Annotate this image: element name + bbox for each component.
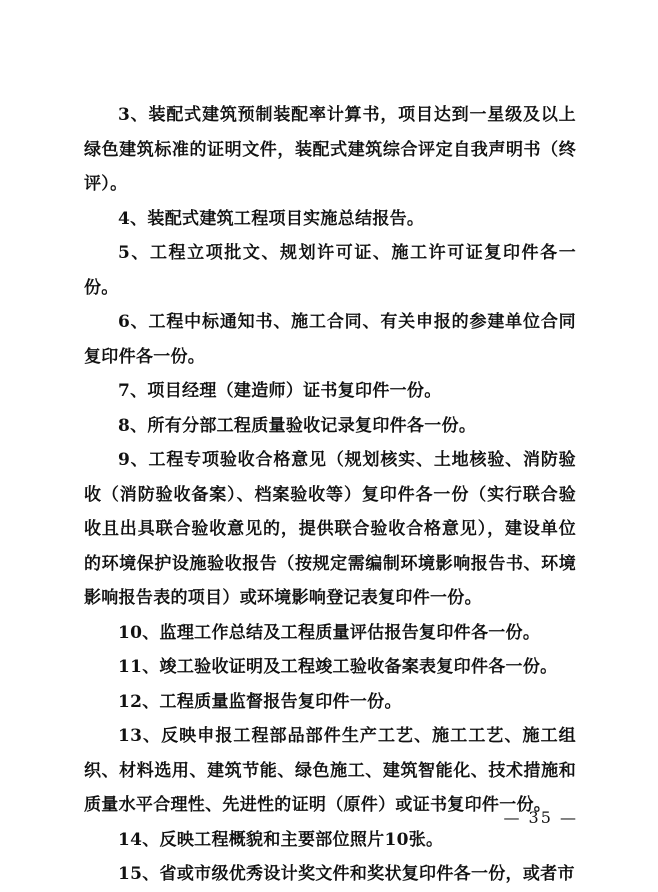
list-item-6: 6、工程中标通知书、施工合同、有关申报的参建单位合同复印件各一份。	[84, 312, 576, 367]
list-item-8: 8、所有分部工程质量验收记录复印件各一份。	[118, 415, 477, 436]
list-item-12: 12、工程质量监督报告复印件一份。	[118, 691, 402, 712]
list-item-9: 9、工程专项验收合格意见（规划核实、土地核验、消防验收（消防验收备案）、档案验收等）复印件各一份（实行联合验收且出具联合验收意见的，提供联合验收合格意见），建设单位的环境保护设施验收报告（按规定需编制环境影响报告书、环境影响报告表的项目）或环境影响登记表复印件一份。	[84, 450, 576, 608]
document-body	[84, 98, 576, 892]
list-item-11: 11、竣工验收证明及工程竣工验收备案表复印件各一份。	[118, 657, 558, 677]
list-item-13: 13、反映申报工程部品部件生产工艺、施工工艺、施工组织、材料选用、建筑节能、绿色施工、建筑智能化、技术措施和质量水平合理性、先进性的证明（原件）或证书复印件一份。	[84, 726, 576, 815]
page-number: — 35 —	[503, 808, 578, 827]
list-item-5: 5、工程立项批文、规划许可证、施工许可证复印件各一份。	[84, 243, 576, 298]
list-item-7: 7、项目经理（建造师）证书复印件一份。	[118, 381, 442, 401]
list-item-10: 10、监理工作总结及工程质量评估报告复印件各一份。	[118, 622, 541, 643]
list-item-4: 4、装配式建筑工程项目实施总结报告。	[118, 208, 425, 229]
list-item-15: 15、省或市级优秀设计奖文件和奖状复印件各一份，或者市	[118, 864, 575, 884]
list-item-14: 14、反映工程概貌和主要部位照片10张。	[118, 829, 444, 850]
list-item-3: 3、装配式建筑预制装配率计算书，项目达到一星级及以上绿色建筑标准的证明文件，装配式建筑综合评定自我声明书（终评）。	[84, 105, 576, 194]
